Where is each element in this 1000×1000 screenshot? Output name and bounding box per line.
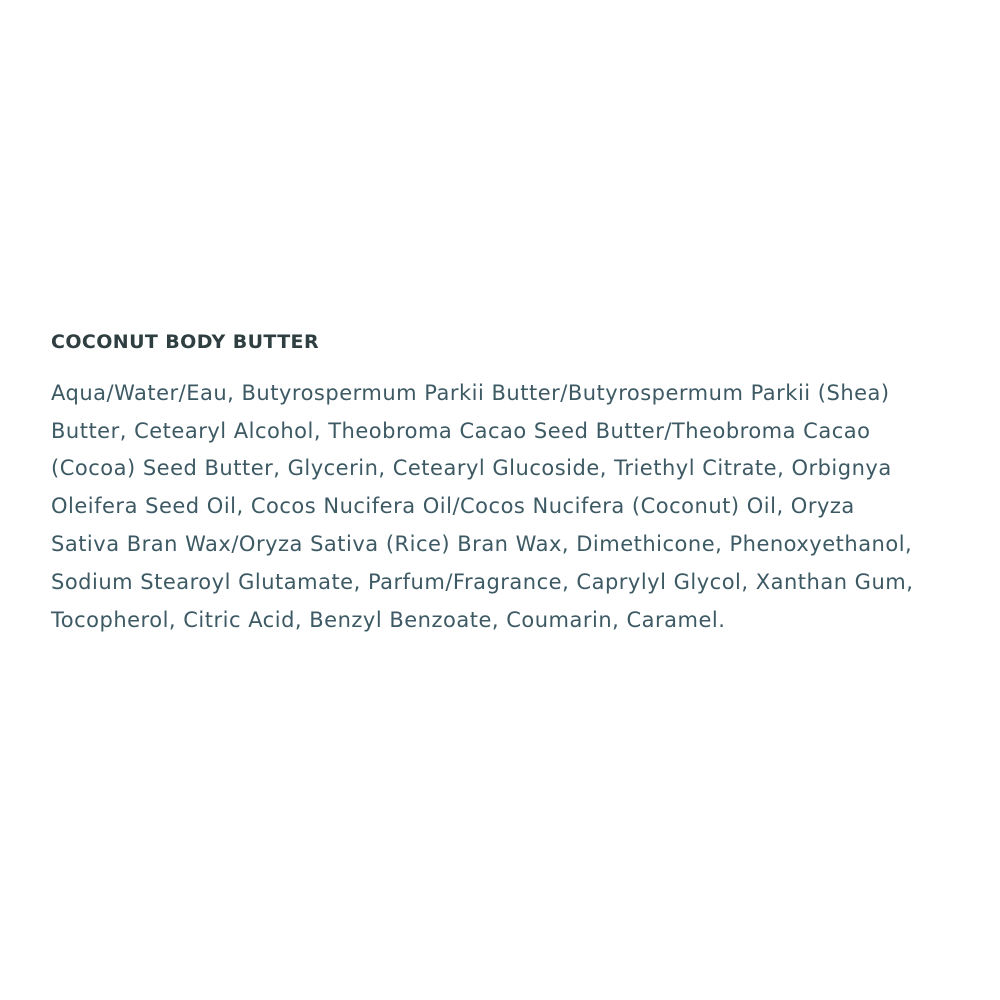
product-name-heading: COCONUT BODY BUTTER bbox=[51, 331, 319, 353]
ingredients-panel bbox=[51, 331, 923, 639]
ingredients-list-text: Aqua/Water/Eau, Butyrospermum Parkii Butter/Butyrospermum Parkii (Shea) Butter, Cetearyl Alcohol, Theobroma Cacao Seed Butter/Theobroma Cacao (Cocoa) Seed Butter, Glycerin, Cetearyl Glucoside, Triethyl Citrate, Orbignya Oleifera Seed Oil, Cocos Nucifera Oil/Cocos Nucifera (Coconut) Oil, Oryza Sativa Bran Wax/Oryza Sativa (Rice) Bran Wax, Dimethicone, Phenoxyethanol, Sodium Stearoyl Glutamate, Parfum/Fragrance, Caprylyl Glycol, Xanthan Gum, Tocopherol, Citric Acid, Benzyl Benzoate, Coumarin, Caramel. bbox=[51, 380, 914, 632]
